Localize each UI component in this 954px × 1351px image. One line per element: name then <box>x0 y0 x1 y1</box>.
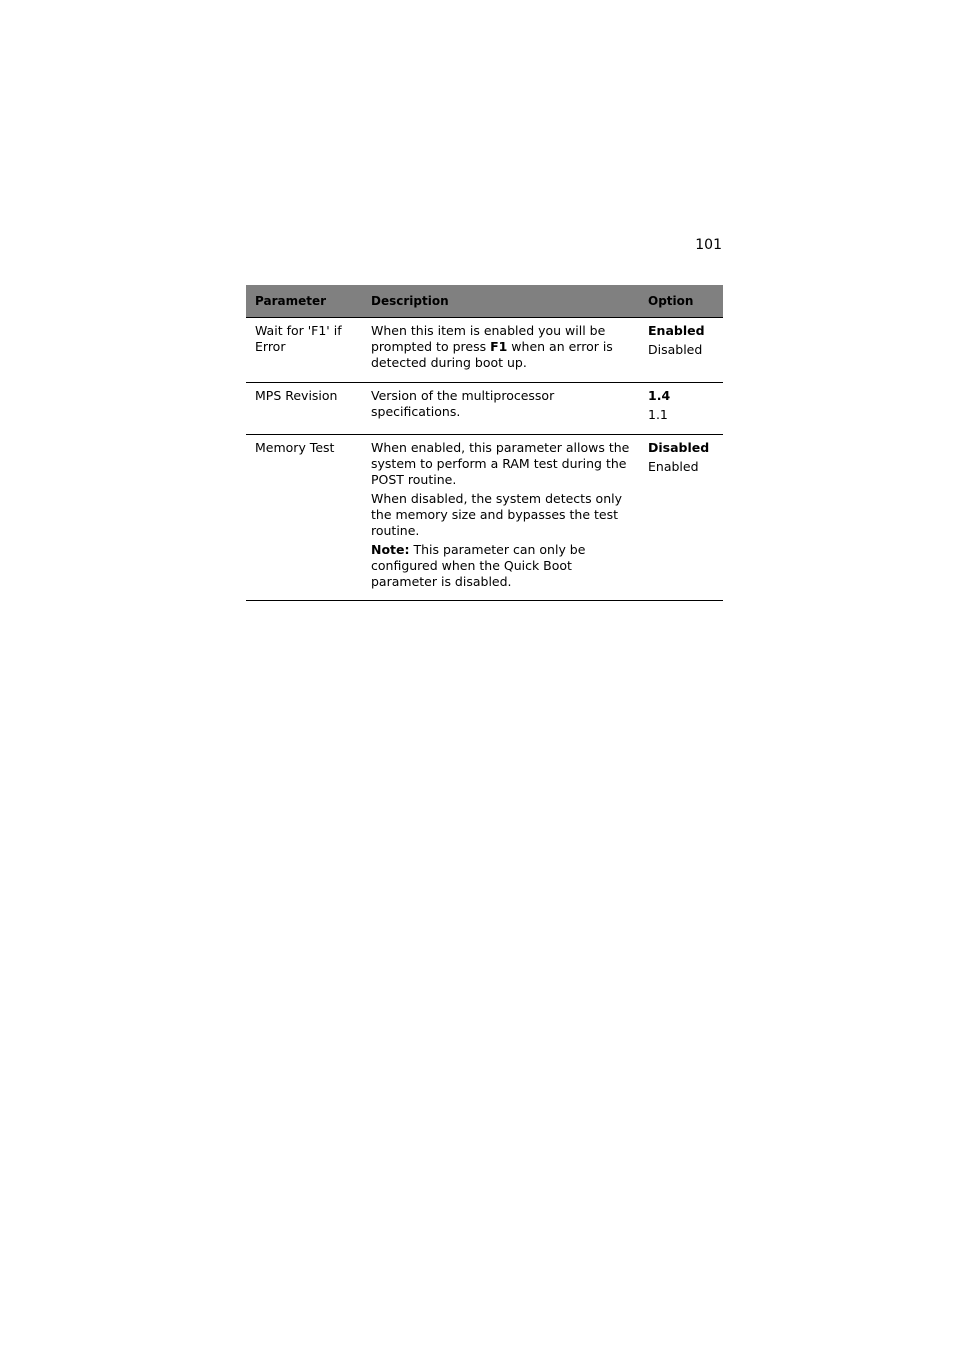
parameter-options <box>639 435 723 601</box>
description-paragraph: When disabled, the system detects only the memory size and bypasses the test routine. <box>371 491 622 538</box>
option-alternative: Disabled <box>648 342 703 357</box>
parameter-name: Memory Test <box>246 435 362 601</box>
note-paragraph: Note: This parameter can only be configured when the Quick Boot parameter is disabled. <box>371 542 586 589</box>
description-paragraph: When this item is enabled you will be prompted to press F1 when an error is detected during boot up. <box>371 323 613 370</box>
note-label: Note: <box>371 542 410 557</box>
option-default: 1.4 <box>648 388 671 403</box>
column-header-description: Description <box>362 285 639 318</box>
description-paragraph: When enabled, this parameter allows the system to perform a RAM test during the POST routine. <box>371 440 630 487</box>
option-alternative: 1.1 <box>648 407 668 422</box>
table-row <box>246 383 723 435</box>
parameter-description <box>362 435 639 601</box>
option-alternative: Enabled <box>648 459 699 474</box>
table-row <box>246 318 723 383</box>
parameter-description <box>362 318 639 383</box>
key-label: F1 <box>490 339 508 354</box>
parameter-description <box>362 383 639 435</box>
parameter-options <box>639 383 723 435</box>
parameter-table <box>246 285 723 601</box>
option-default: Enabled <box>648 323 705 338</box>
column-header-option: Option <box>639 285 723 318</box>
table-header-row <box>246 285 723 318</box>
description-paragraph: Version of the multiprocessor specifications. <box>371 388 555 419</box>
column-header-parameter: Parameter <box>246 285 362 318</box>
parameter-options <box>639 318 723 383</box>
option-default: Disabled <box>648 440 710 455</box>
table-row <box>246 435 723 601</box>
parameter-name: MPS Revision <box>246 383 362 435</box>
parameter-name: Wait for 'F1' if Error <box>246 318 362 383</box>
page-number: 101 <box>695 237 722 253</box>
